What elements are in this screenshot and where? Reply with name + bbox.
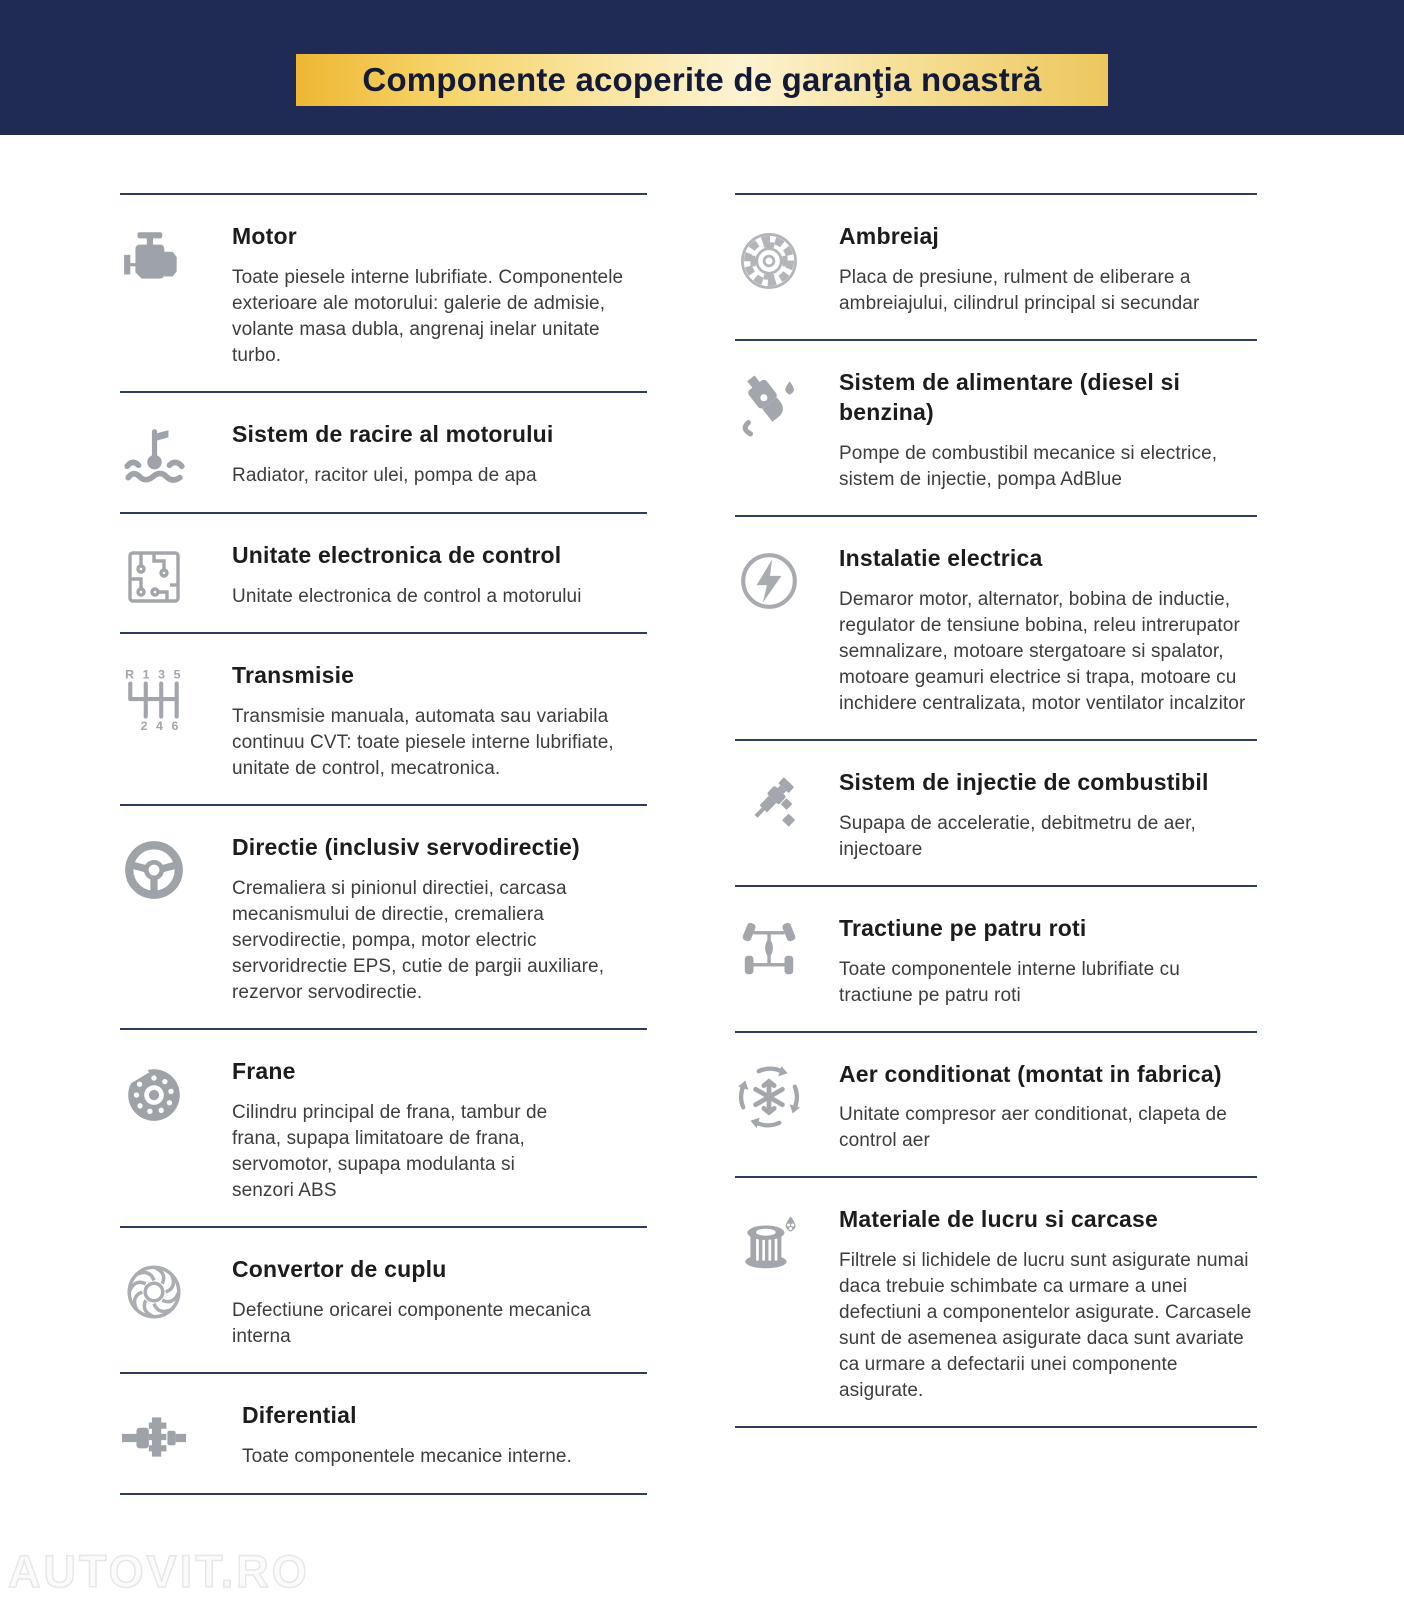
gearshift-top-row: R 1 3 5 (125, 667, 184, 682)
component-title: Motor (232, 223, 297, 249)
header-bar (0, 0, 1404, 135)
item-four-wheel-drive (735, 885, 1257, 1031)
item-text (232, 661, 647, 782)
component-title: Sistem de alimentare (diesel si benzina) (839, 368, 1181, 425)
item-electrical (735, 515, 1257, 739)
page-title: Componente acoperite de garanţia noastră (362, 60, 1042, 98)
component-description: Toate componentele interne lubrifiate cu tractiune pe patru roti (839, 958, 1180, 1006)
component-description: Supapa de acceleratie, debitmetru de aer, injectoare (839, 812, 1196, 860)
component-title: Aer conditionat (montat in fabrica) (839, 1060, 1222, 1087)
item-text (839, 1205, 1257, 1404)
component-description: Toate componentele mecanice interne. (242, 1445, 572, 1467)
component-description: Demaror motor, alternator, bobina de inductie, regulator de tensiune bobina, releu intrerupator semnalizare, motoare stergatoare si spalator, motoare geamuri electrice si trapa, motoare cu inchidere centralizata, motor ventilator incalzitor (839, 588, 1246, 714)
item-materials (735, 1176, 1257, 1428)
item-text (232, 541, 647, 610)
component-title: Frane (232, 1057, 296, 1084)
gearshift-bottom-row: 2 4 6 (140, 718, 181, 731)
content-columns (120, 193, 1257, 1495)
component-description: Radiator, racitor ulei, pompa de apa (232, 464, 537, 486)
item-text (839, 914, 1257, 1009)
component-title: Unitate electronica de control (232, 541, 562, 568)
component-description: Cremaliera si pinionul directiei, carcasa mecanismului de directie, cremaliera servodirectie, pompa, motor electric servoridrectie EPS, cutie de pargii auxiliare, rezervor servodirectie. (232, 877, 605, 1003)
torque-converter-icon (120, 1259, 188, 1325)
fuel-injector-icon (735, 772, 803, 838)
item-motor (120, 193, 647, 391)
lightning-icon (735, 548, 803, 614)
right-column (735, 193, 1257, 1495)
item-fuel-injection (735, 739, 1257, 885)
title-banner (296, 54, 1108, 106)
component-title: Ambreiaj (839, 223, 940, 249)
clutch-disc-icon (735, 226, 803, 296)
oil-filter-icon (735, 1209, 803, 1275)
item-text (232, 1057, 647, 1204)
component-title: Diferential (242, 1401, 357, 1428)
component-title: Transmisie (232, 661, 355, 688)
component-description: Toate piesele interne lubrifiate. Componentele exterioare ale motorului: galerie de admisie, volante masa dubla, angrenaj inelar unitate turbo. (232, 266, 624, 366)
coolant-icon (120, 424, 188, 490)
component-description: Unitate compresor aer conditionat, clapeta de control aer (839, 1104, 1227, 1152)
item-ecu (120, 512, 647, 632)
item-text (232, 1401, 647, 1470)
component-description: Unitate electronica de control a motorului (232, 585, 582, 607)
left-column (120, 193, 647, 1495)
engine-icon (120, 226, 188, 292)
component-title: Sistem de injectie de combustibil (839, 768, 1209, 795)
item-text (232, 222, 647, 369)
ac-snowflake-icon (735, 1064, 803, 1130)
item-text (232, 833, 647, 1006)
component-description: Filtrele si lichidele de lucru sunt asigurate numai daca trebuie schimbate ca urmare a unei defectiuni a componentelor asigurate. Carcasele sunt de asemenea asigurate daca sunt avariate ca urmare a defectarii unei componente asigurate. (839, 1250, 1252, 1402)
steering-wheel-icon (120, 837, 188, 903)
component-title: Instalatie electrica (839, 544, 1043, 571)
item-fuel-system (735, 339, 1257, 515)
item-torque-converter (120, 1226, 647, 1372)
item-air-conditioning (735, 1031, 1257, 1177)
item-text (839, 768, 1257, 863)
item-cooling (120, 391, 647, 512)
component-description: Defectiune oricarei componente mecanica interna (232, 1299, 591, 1347)
component-title: Convertor de cuplu (232, 1255, 447, 1282)
component-title: Materiale de lucru si carcase (839, 1206, 1159, 1233)
ecu-circuit-icon (120, 545, 188, 609)
item-text (839, 368, 1257, 493)
item-text (839, 544, 1257, 717)
component-description: Pompe de combustibil mecanice si electrice, sistem de injectie, pompa AdBlue (839, 442, 1218, 490)
item-steering (120, 804, 647, 1028)
component-title: Sistem de racire al motorului (232, 420, 554, 447)
differential-icon (120, 1405, 188, 1471)
gearshift-icon (120, 665, 188, 731)
component-description: Transmisie manuala, automata sau variabila continuu CVT: toate piesele interne lubrifiate, unitate de control, mecatronica. (232, 705, 614, 779)
item-brakes (120, 1028, 647, 1226)
item-text (839, 1060, 1257, 1155)
brake-disc-icon (120, 1061, 188, 1127)
drivetrain-icon (735, 918, 803, 980)
component-description: Cilindru principal de frana, tambur de frana, supapa limitatoare de frana, servomotor, supapa modulanta si senzori ABS (232, 1101, 548, 1201)
item-transmission (120, 632, 647, 804)
component-title: Tractiune pe patru roti (839, 914, 1087, 941)
autovit-watermark: AUTOVIT.RO (8, 1546, 310, 1597)
item-differential (120, 1372, 647, 1495)
item-text (232, 420, 647, 489)
component-description: Placa de presiune, rulment de eliberare a ambreiajului, cilindrul principal si secundar (839, 266, 1200, 314)
item-clutch (735, 193, 1257, 339)
item-text (232, 1255, 647, 1350)
item-text (839, 222, 1257, 317)
fuel-nozzle-icon (735, 372, 803, 438)
component-title: Directie (inclusiv servodirectie) (232, 833, 580, 860)
